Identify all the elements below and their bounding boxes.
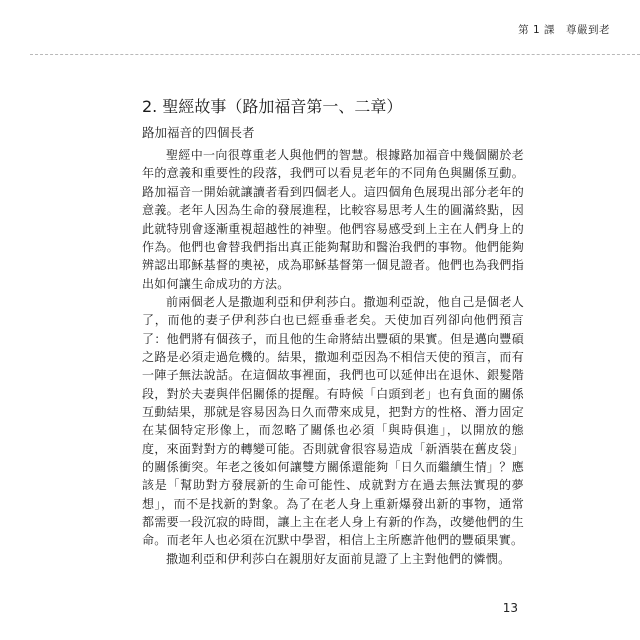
- paragraph: 聖經中一向很尊重老人與他們的智慧。根據路加福音中幾個關於老年的意義和重要性的段落，我們可以看見老年的不同角色與關係互動。路加福音一開始就讓讀者看到四個老人。這四個角色展現出部分老年的意義。老年人因為生命的發展進程，比較容易思考人生的圓滿終點，因此就特別會逐漸重視超越性的神聖。他們容易感受到上主在人們身上的作為。他們也會替我們指出真正能夠幫助和醫治我們的事物。他們能夠辨認出耶穌基督的奧祕，成為耶穌基督第一個見證者。他們也為我們指出如何讓生命成功的方法。: [142, 148, 524, 291]
- running-head: 第 1 課 尊嚴到老: [518, 24, 610, 36]
- paragraph: 前兩個老人是撒迦利亞和伊利莎白。撒迦利亞說，他自己是個老人了，而他的妻子伊利莎白也已經垂垂老矣。天使加百列卻向他們預言了：他們將有個孩子，而且他的生命將結出豐碩的果實。但是邁向豐碩之路是必須走過危機的。結果，撒迦利亞因為不相信天使的預言，而有一陣子無法說話。在這個故事裡面，我們也可以延伸出在退休、銀髮階段，對於夫妻與伴侶關係的提醒。有時候「白頭到老」也有負面的關係互動結果，那就是容易因為日久而帶來成見，把對方的性格、潛力固定在某個特定形像上，而忽略了關係也必須「與時俱進」，以開放的態度，來面對對方的轉變可能。否則就會很容易造成「新酒裝在舊皮袋」的關係衝突。年老之後如何讓雙方關係還能夠「日久而繼續生情」？應該是「幫助對方發展新的生命可能性、成就對方在過去無法實現的夢想」，而不是找新的對象。為了在老人身上重新爆發出新的事物，通常都需要一段沉寂的時間，讓上主在老人身上有新的作為，改變他們的生命。而老年人也必須在沉默中學習，相信上主所應許他們的豐碩果實。: [142, 294, 524, 548]
- page-body: [142, 96, 524, 568]
- paragraph: 撒迦利亞和伊利莎白在親朋好友面前見證了上主對他們的憐憫。: [166, 551, 511, 566]
- header-rule: [30, 54, 640, 55]
- section-title: 2. 聖經故事（路加福音第一、二章）: [142, 97, 403, 116]
- page-number: 13: [502, 601, 518, 615]
- section-subheading: 路加福音的四個長者: [142, 125, 255, 141]
